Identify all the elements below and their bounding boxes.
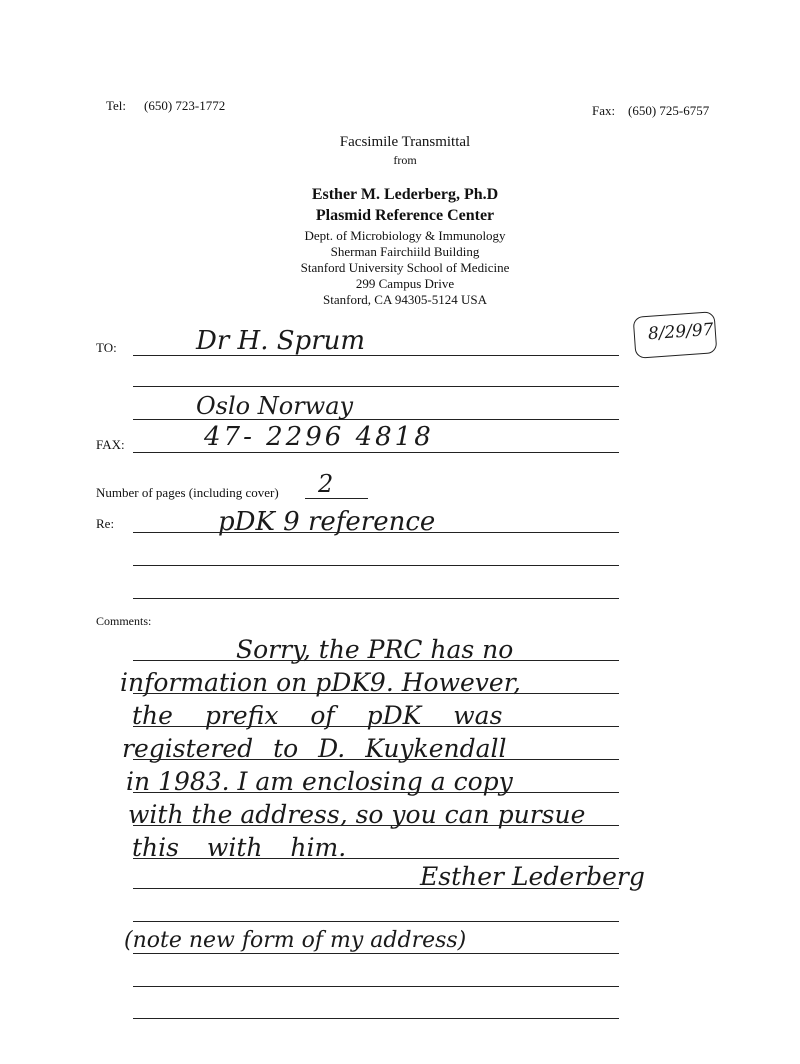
to-address: Oslo Norway [196,392,354,420]
comment-line: registered to D. Kuykendall [122,734,507,763]
re-line [133,532,619,533]
from-text: from [393,153,417,167]
comment-rule [133,858,619,859]
re-value: pDK 9 reference [218,507,436,537]
re-line-3 [133,598,619,599]
address-note: (note new form of my address) [124,928,467,953]
sender-school: Stanford University School of Medicine [300,260,510,275]
comment-line: the prefix of pDK was [132,701,503,730]
fax-field-value: 47- 2296 4818 [204,422,434,452]
to-line-3 [133,419,619,420]
comment-rule [133,986,619,987]
comment-rule [133,693,619,694]
to-value: Dr H. Sprum [196,326,366,356]
comment-rule [133,825,619,826]
comment-line: in 1983. I am enclosing a copy [126,767,513,796]
to-line [133,355,619,356]
sender-city: Stanford, CA 94305-5124 USA [323,292,487,307]
comment-line: with the address, so you can pursue [128,800,586,829]
comment-line: this with him. [132,833,347,862]
sender-dept: Dept. of Microbiology & Immunology [304,228,506,243]
comment-rule [133,726,619,727]
fax-line [133,452,619,453]
transmittal-title: Facsimile Transmittal [339,134,471,150]
sender-building: Sherman Fairchiild Building [330,244,480,259]
to-line-2 [133,386,619,387]
comment-rule [133,1018,619,1019]
comment-rule [133,792,619,793]
comment-line: Sorry, the PRC has no [236,635,514,664]
tel-label: Tel: [106,98,127,113]
signature: Esther Lederberg [420,862,645,891]
pages-label: Number of pages (including cover) [96,485,279,500]
fax-field-label: FAX: [96,437,125,452]
comment-rule [133,660,619,661]
comment-rule [133,921,619,922]
comment-rule [133,953,619,954]
sender-center: Plasmid Reference Center [315,207,495,224]
pages-line [305,498,368,499]
re-label: Re: [96,516,115,531]
to-label: TO: [96,340,117,355]
comments-label: Comments: [96,614,152,628]
comment-line: information on pDK9. However, [120,668,521,697]
sender-street: 299 Campus Drive [355,276,455,291]
tel-number: (650) 723-1772 [144,98,226,113]
fax-number: (650) 725-6757 [628,103,710,118]
fax-label: Fax: [592,103,616,118]
date-handwritten: 8/29/97 [647,319,715,345]
re-line-2 [133,565,619,566]
pages-value: 2 [318,470,334,498]
comment-rule [133,888,619,889]
sender-name: Esther M. Lederberg, Ph.D [311,186,499,203]
comment-rule [133,759,619,760]
